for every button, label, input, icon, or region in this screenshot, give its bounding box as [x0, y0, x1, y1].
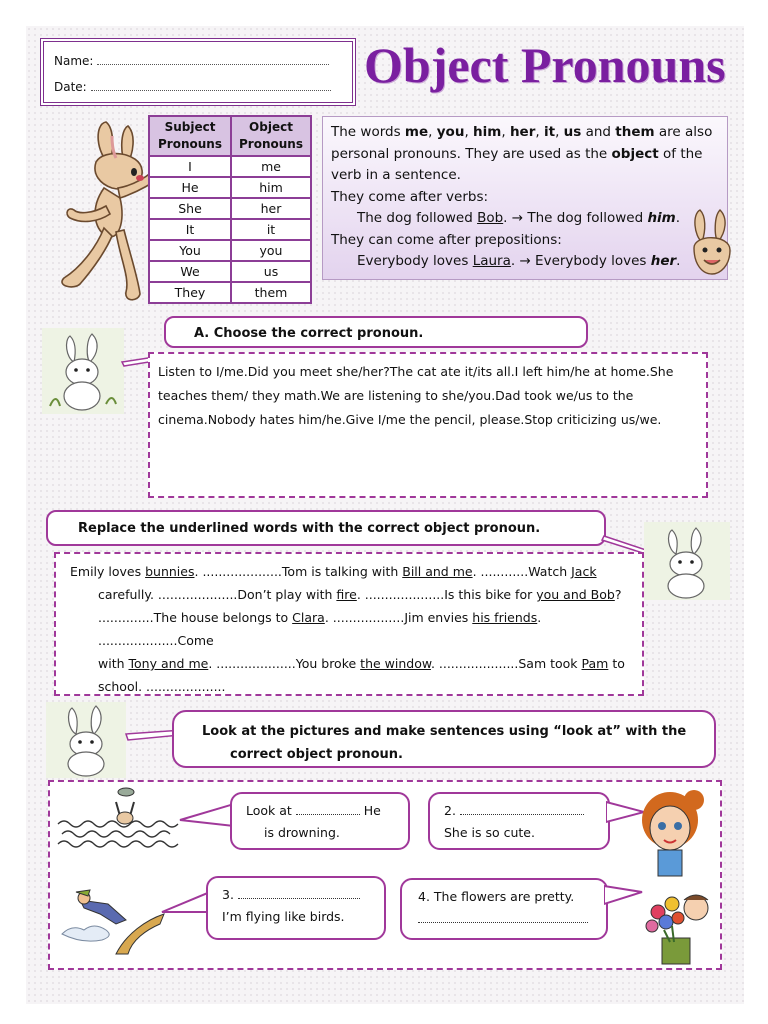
underlined-word: the window [360, 656, 431, 671]
answer-blank[interactable]: .............. [98, 610, 154, 625]
explanation-text: and [581, 124, 616, 140]
example-text: Everybody loves [357, 253, 473, 269]
preposition-example [331, 251, 719, 273]
exercise-text: The house belongs to [153, 610, 293, 625]
underlined-word: fire [336, 587, 357, 602]
keyword: you [436, 124, 465, 140]
bubble-text: He [359, 803, 381, 818]
answer-blank[interactable] [460, 814, 584, 815]
grammar-explanation-box [322, 116, 728, 280]
exercise-text: Is this bike for [444, 587, 537, 602]
exercise-text: with [98, 656, 129, 671]
exercise-text: carefully. [98, 587, 158, 602]
exercise-text: Sam took [518, 656, 582, 671]
exercise-text: . [472, 564, 481, 579]
section-c-heading-line-1: Look at the pictures and make sentences using “look at” with the [202, 724, 687, 739]
answer-blank[interactable]: .................... [202, 564, 282, 579]
table-row [149, 240, 311, 261]
exercise-text: Jim envies [404, 610, 473, 625]
boy-with-flowers-illustration [640, 886, 712, 966]
speech-bubble-1 [230, 792, 410, 850]
answer-blank[interactable]: .................. [332, 610, 405, 625]
example-pronoun: him [647, 210, 676, 226]
object-pronouns-header: Object Pronouns [231, 116, 311, 156]
date-row [54, 80, 331, 94]
subject-cell: It [149, 219, 231, 240]
answer-blank[interactable]: ............ [480, 564, 529, 579]
speech-bubble-tail [604, 882, 644, 910]
exercise-text: Tom is talking with [281, 564, 403, 579]
underlined-word: Clara [292, 610, 325, 625]
exercise-text: . [430, 656, 439, 671]
object-cell: you [231, 240, 311, 261]
object-cell: it [231, 219, 311, 240]
exercise-text: Watch [528, 564, 572, 579]
keyword: us [563, 124, 582, 140]
explanation-text: of the verb in a sentence. [331, 145, 703, 183]
answer-blank[interactable] [296, 814, 360, 815]
keyword: object [611, 145, 659, 162]
underlined-word: Pam [581, 656, 609, 671]
speech-bubble-3 [206, 876, 386, 940]
object-cell: me [231, 156, 311, 177]
verb-example [331, 208, 719, 230]
subject-cell: She [149, 198, 231, 219]
answer-blank[interactable] [238, 898, 360, 899]
table-row [149, 198, 311, 219]
speech-bubble-2 [428, 792, 610, 850]
section-b-line-2 [70, 583, 628, 606]
object-cell: them [231, 282, 311, 303]
subject-cell: I [149, 156, 231, 177]
bubble-1-line-1 [246, 800, 394, 822]
exercise-text: Emily loves [70, 564, 146, 579]
object-cell: her [231, 198, 311, 219]
exercise-text: You broke [295, 656, 361, 671]
keyword: me [404, 124, 429, 140]
exercise-text: ? [614, 587, 622, 602]
flying-person-illustration [56, 884, 166, 956]
speech-bubble-4 [400, 878, 608, 940]
exercise-text: Don’t play with [237, 587, 337, 602]
explanation-text: are also personal pronouns. They are used as the [331, 124, 713, 162]
name-label: Name: [54, 54, 94, 68]
bubble-2-line-2: She is so cute. [444, 825, 535, 840]
keyword: them [615, 124, 655, 140]
underlined-word: his friends [472, 610, 538, 625]
explanation-paragraph: The words me, you, him, her, it, us and them are also personal pronouns. They are used as the object of the verb in a sentence. [331, 124, 713, 183]
page-title: Object Pronouns [364, 37, 726, 93]
section-a-heading-callout [164, 316, 588, 348]
exercise-text: . [194, 564, 203, 579]
keyword: her [509, 124, 536, 140]
example-noun: Laura [472, 253, 511, 269]
bubble-3-line-1 [222, 884, 370, 906]
name-date-box [40, 38, 356, 106]
bubble-text: 3. [222, 887, 234, 902]
after-prepositions-heading: They can come after prepositions: [331, 231, 562, 248]
table-row [149, 282, 311, 303]
keyword: him [473, 124, 502, 140]
section-b-line-5 [70, 675, 628, 698]
section-b-line-1 [70, 560, 628, 583]
exercise-text: to [608, 656, 625, 671]
after-verbs-heading: They come after verbs: [331, 188, 489, 205]
answer-blank[interactable]: .................... [216, 656, 296, 671]
exercise-text: . [208, 656, 217, 671]
table-row [149, 156, 311, 177]
section-b-heading-callout [46, 510, 606, 546]
underlined-word: you and Bob [536, 587, 615, 602]
section-b-line-3 [70, 606, 628, 652]
example-text: The dog followed [357, 210, 478, 226]
drowning-person-illustration [56, 786, 180, 850]
section-c-heading-callout [172, 710, 716, 768]
bubble-4-line-2 [418, 908, 592, 930]
underlined-word: Bill and me [402, 564, 473, 579]
section-a-text: Listen to I/me.Did you meet she/her?The cat ate it/its all.I left him/he at home.She teaches them/ they math.We are listening to she/you.Dad took we/us to the cinema.Nobody hates him/he.Give I/me the pencil, please.Stop criticizing us/we. [158, 364, 674, 427]
section-b-heading: Replace the underlined words with the correct object pronoun. [78, 521, 541, 536]
exercise-text: . [537, 610, 542, 625]
subject-cell: He [149, 177, 231, 198]
example-text: . [675, 210, 681, 226]
bubble-text: Look at [246, 803, 292, 818]
section-c-heading-line-2: correct object pronoun. [230, 747, 403, 762]
underlined-word: Tony and me [128, 656, 209, 671]
underlined-word: bunnies [145, 564, 195, 579]
table-row [149, 219, 311, 240]
bubble-1-line-2: is drowning. [264, 825, 340, 840]
answer-blank[interactable]: .................... [364, 587, 445, 602]
explanation-text: The words [331, 124, 405, 140]
answer-blank[interactable]: .................... [438, 656, 519, 671]
answer-blank[interactable]: .................... [98, 633, 178, 648]
bubble-2-line-1 [444, 800, 594, 822]
date-field[interactable] [91, 80, 331, 91]
object-cell: him [231, 177, 311, 198]
section-a-exercise-box [148, 352, 708, 498]
example-pronoun: her [650, 253, 677, 269]
answer-blank[interactable] [418, 922, 588, 923]
example-noun: Bob [477, 210, 504, 226]
exercise-text: Come [177, 633, 214, 648]
exercise-text: . [324, 610, 333, 625]
section-b-line-4 [70, 652, 628, 675]
exercise-text: school. [98, 679, 147, 694]
bubble-3-line-2: I’m flying like birds. [222, 909, 345, 924]
table-row [149, 261, 311, 282]
name-field[interactable] [97, 54, 329, 65]
rabbit-illustration [34, 118, 166, 308]
subject-cell: We [149, 261, 231, 282]
pronoun-table [148, 115, 312, 304]
subject-pronouns-header: Subject Pronouns [149, 116, 231, 156]
keyword: it [543, 124, 556, 140]
subject-cell: They [149, 282, 231, 303]
table-row [149, 177, 311, 198]
bubble-4-line-1: 4. The flowers are pretty. [418, 889, 575, 904]
subject-cell: You [149, 240, 231, 261]
bubble-text: 2. [444, 803, 456, 818]
girl-illustration [630, 782, 712, 878]
speech-bubble-tail [160, 888, 210, 918]
pronoun-table-header [149, 116, 311, 156]
section-a-heading: A. Choose the correct pronoun. [194, 326, 424, 341]
example-text: . [676, 253, 681, 269]
rabbit-head-illustration [686, 208, 738, 282]
object-cell: us [231, 261, 311, 282]
name-row [54, 54, 329, 68]
example-text: . → Everybody loves [510, 253, 651, 269]
date-label: Date: [54, 80, 87, 94]
answer-blank[interactable]: .................... [146, 679, 226, 694]
underlined-word: Jack [571, 564, 597, 579]
section-b-exercise-box [54, 552, 644, 696]
speech-bubble-tail [178, 800, 234, 830]
exercise-text: . [356, 587, 365, 602]
example-text: . → The dog followed [503, 210, 648, 226]
answer-blank[interactable]: .................... [157, 587, 238, 602]
